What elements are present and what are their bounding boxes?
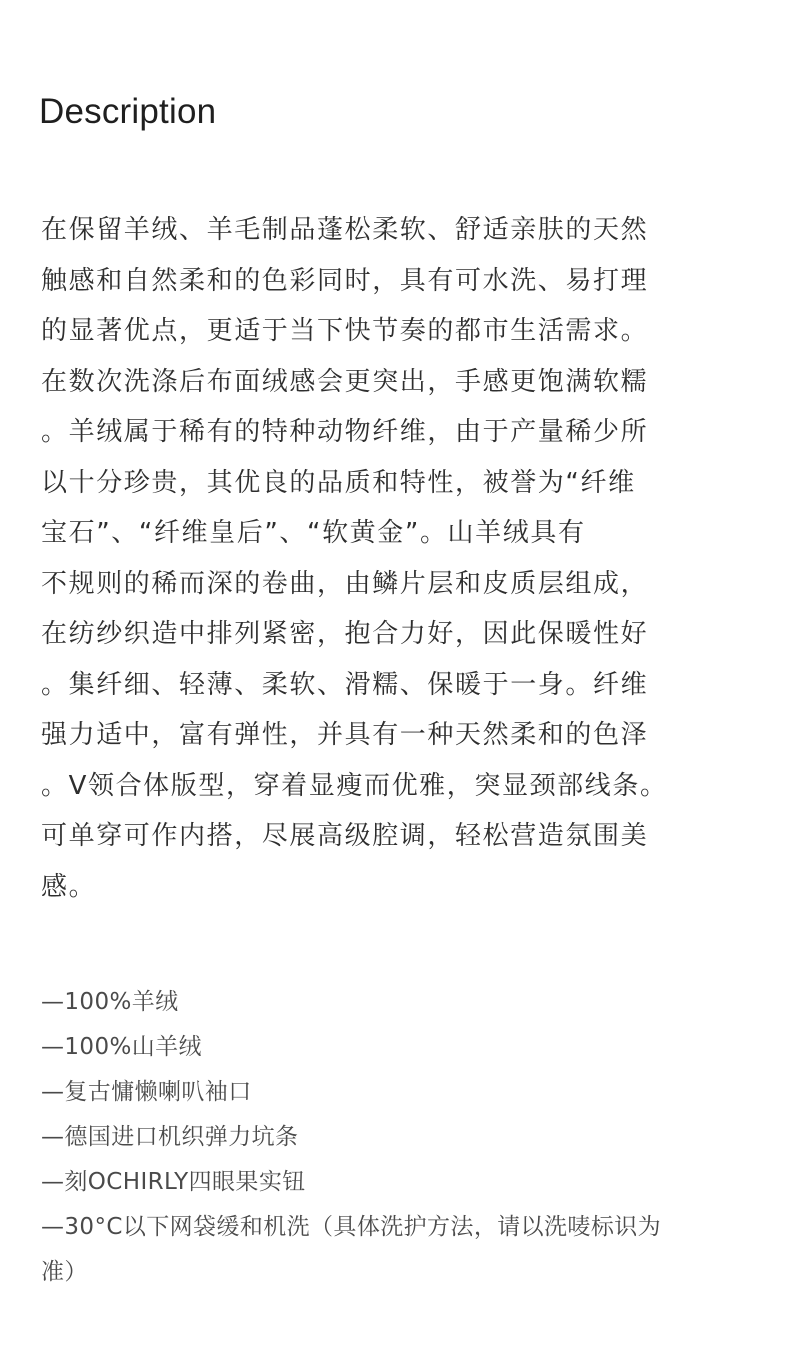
description-line: 在保留羊绒、羊毛制品蓬松柔软、舒适亲肤的天然 [41,215,649,245]
feature-item-rib-knit: —德国进口机织弹力坑条 [41,1124,299,1150]
description-line: 。集纤细、轻薄、柔软、滑糯、保暖于一身。纤维 [41,669,649,700]
feature-item-button: —刻OCHIRLY四眼果实钮 [41,1169,306,1195]
description-line: 宝石”、“纤维皇后”、“软黄金”。山羊绒具有 [41,518,586,548]
description-line: 不规则的稀而深的卷曲，由鳞片层和皮质层组成， [41,568,649,599]
description-text [41,205,701,912]
description-line: 。羊绒属于稀有的特种动物纤维，由于产量稀少所 [41,417,649,447]
description-line: 强力适中，富有弹性，并具有一种天然柔和的色泽 [41,720,649,750]
feature-item-wash-care: —30°C以下网袋缓和机洗（具体洗护方法，请以洗唛标识为 [41,1214,662,1240]
feature-list [41,980,741,1295]
description-line: 在数次洗涤后布面绒感会更突出，手感更饱满软糯 [41,366,649,397]
description-line: 可单穿可作内搭，尽展高级腔调，轻松营造氛围美 [41,821,649,851]
feature-item-goat-cashmere: —100%山羊绒 [41,1034,202,1060]
page-title: Description [39,92,217,131]
feature-item-wash-care-continued: 准） [41,1259,88,1285]
description-line: 。V领合体版型，穿着显瘦而优雅，突显颈部线条。 [41,770,668,801]
description-line: 在纺纱织造中排列紧密，抱合力好，因此保暖性好 [41,619,649,649]
description-line: 以十分珍贵，其优良的品质和特性，被誉为“纤维 [41,467,636,498]
description-line: 感。 [41,871,97,902]
description-line: 触感和自然柔和的色彩同时，具有可水洗、易打理 [41,265,649,296]
feature-item-cashmere: —100%羊绒 [41,989,179,1015]
description-line: 的显著优点，更适于当下快节奏的都市生活需求。 [41,316,649,346]
feature-item-flare-cuff: —复古慵懒喇叭袖口 [41,1079,252,1105]
